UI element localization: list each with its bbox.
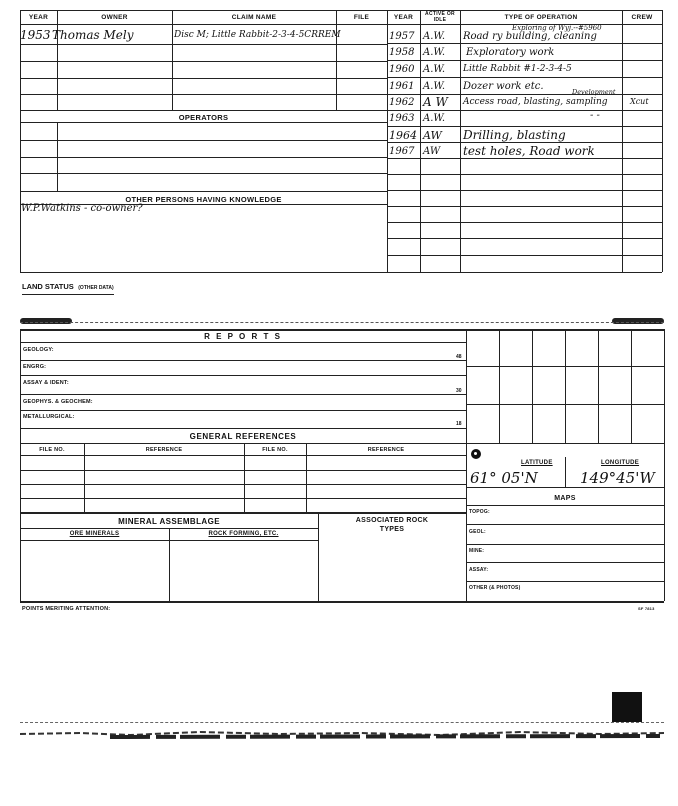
op-status: A.W. [423,113,446,124]
op-status: AW [423,129,442,142]
year-header: YEAR [28,14,49,21]
report-label: ENGRG: [23,364,47,370]
maps-row-label: TOPOG: [469,509,490,515]
other-persons-title: OTHER PERSONS HAVING KNOWLEDGE [125,195,282,204]
maps-row-label: ASSAY: [469,567,489,573]
report-num: 18 [456,421,462,427]
maps-row-label: GEOL: [469,529,486,535]
longitude-label: LONGITUDE [601,460,640,466]
type-of-operation-header: TYPE OF OPERATION [504,14,578,21]
latitude-value: 61° 05'N [470,469,538,487]
op-year: 1957 [389,31,415,42]
op-status: A.W. [423,31,446,42]
op-status: A.W. [423,81,446,92]
report-num: 48 [456,354,462,360]
claim-name-header: CLAIM NAME [231,14,277,21]
op-type: Exploratory work [466,47,555,58]
operation-note: Exploring of Wyj.--#5960 [512,24,602,32]
associated-rock-types: ASSOCIATED ROCK TYPES [355,517,429,533]
operators-title: OPERATORS [178,113,229,122]
maps-row-label: MINE: [469,548,485,554]
op-type: - - [590,110,600,121]
ore-minerals-header: ORE MINERALS [69,531,120,537]
op-year: 1962 [389,97,415,108]
owner-year: 1953 [20,28,51,42]
report-label: GEOLOGY: [23,347,54,353]
op-status: A W [423,95,448,109]
op-year: 1958 [389,47,415,58]
general-references-title: GENERAL REFERENCES [189,432,297,441]
longitude-value: 149°45'W [580,469,655,487]
land-status-title: LAND STATUS [22,282,74,291]
op-status: A.W. [423,47,446,58]
report-label: METALLURGICAL: [23,414,75,420]
op-type: Dozer work etc. [463,81,544,92]
op-year: 1963 [389,113,415,124]
latitude-label: LATITUDE [521,460,553,466]
op-type: Little Rabbit #1-2-3-4-5 [463,64,572,74]
land-status-sub: (OTHER DATA) [78,285,114,291]
location-icon [471,449,481,459]
mineral-assemblage-title: MINERAL ASSEMBLAGE [118,517,220,526]
report-num: 30 [456,388,462,394]
scan-artifact [20,318,72,324]
op-status: A.W. [423,64,446,75]
op-year: 1960 [389,64,415,75]
scan-artifact [612,692,642,722]
op-crew: Xcut [630,97,649,106]
scan-artifact [20,729,664,743]
op-type: Drilling, blasting [463,128,566,142]
report-label: GEOPHYS. & GEOCHEM: [23,399,93,405]
points-meriting-attention: POINTS MERITING ATTENTION: [22,606,111,612]
op-year: 1967 [389,146,415,157]
operation-note: Development [572,88,616,96]
reference-header: REFERENCE [367,447,405,453]
op-year: 1961 [389,81,415,92]
active-idle-header: ACTIVE OR IDLE [425,11,455,23]
scan-artifact [612,318,664,324]
other-persons-entry: W.P.Watkins - co-owner? [21,203,143,214]
file-header: FILE [353,14,370,21]
land-status [22,276,114,295]
op-type: Access road, blasting, sampling [463,97,608,107]
reference-header: REFERENCE [145,447,183,453]
owner-header: OWNER [101,14,128,21]
claim-name-entry: Disc M; Little Rabbit-2-3-4-5CRREM [174,30,341,40]
op-type: Road ry building, cleaning [463,31,597,42]
form-number: SF 7813 [638,606,655,611]
maps-title: MAPS [554,495,576,502]
crew-header: CREW [631,14,653,21]
year2-header: YEAR [393,14,414,21]
file-no-header: FILE NO. [262,447,288,453]
rock-forming-header: ROCK FORMING, ETC. [208,531,279,537]
reports-title: R E P O R T S [204,332,282,341]
file-no-header: FILE NO. [39,447,65,453]
op-status: AW [423,146,441,157]
maps-row-label: OTHER (& PHOTOS) [469,585,521,591]
owner-name: Thomas Mely [52,28,134,42]
report-label: ASSAY & IDENT: [23,380,69,386]
op-type: test holes, Road work [463,144,595,158]
op-year: 1964 [389,129,417,142]
